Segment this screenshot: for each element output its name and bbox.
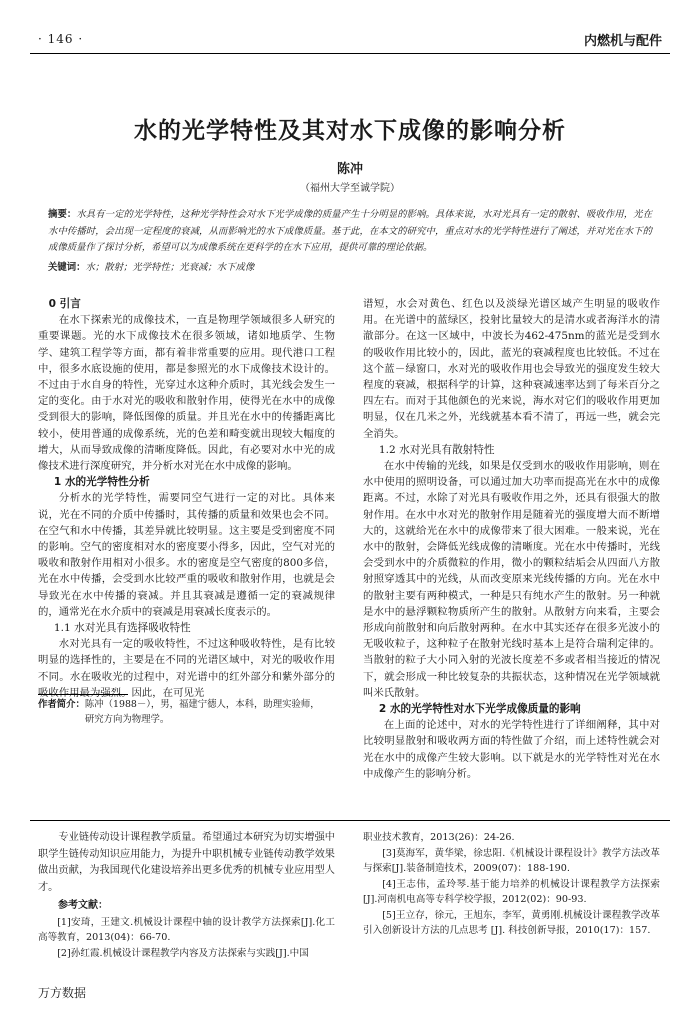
body-column-left [38,296,335,701]
prev-article-left [38,830,335,961]
keywords [48,259,652,273]
journal-name: 内燃机与配件 [583,34,662,49]
reference-item: 职业技术教育，2013(26)：24-26. [363,832,515,843]
footnote-label: 作者简介： [38,699,85,710]
author-affiliation: （福州大学至诚学院） [300,183,400,194]
keywords-label: 关键词： [48,262,86,273]
header-rule [30,53,670,54]
section-heading: 1.2 水对光具有散射特性 [378,443,495,456]
abstract-text: 水具有一定的光学特性，这种光学特性会对水下光学成像的质量产生十分明显的影响。具体来说，水对光具有一定的散射、吸收作用，光在水中传播时，会出现一定程度的衰减，从而影响光的水下成像质量。基于此，在本文的研究中，重点对水的光学特性进行了阐述，并对光在水下的成像质量作了探讨分析，希望可以为成像系统在更科学的在水下应用，提供可靠的理论依据。 [48,209,652,253]
reference-item: [1]安琦，王建文.机械设计课程中轴的设计教学方法探索[J].化工高等教育，2013(04)：66-70. [38,916,335,943]
body-paragraph: 在上面的论述中，对水的光学特性进行了详细阐释，其中对比较明显散射和吸收两方面的特性做了介绍，而上述特性就会对光在水中的成像产生较大影响。以下就是水的光学特性对光在水中成像产生的影响分析。 [363,719,660,780]
article-title: 水的光学特性及其对水下成像的影响分析 [134,118,566,144]
abstract-label: 摘要： [48,209,77,220]
footnote-rule [38,694,128,695]
abstract [48,207,652,257]
prev-article-right [363,830,660,939]
section-heading: 1 水的光学特性分析 [53,476,150,489]
database-watermark: 万方数据 [38,986,87,1000]
body-paragraph: 谱短，水会对黄色、红色以及淡绿光谱区域产生明显的吸收作用。在光谱中的蓝绿区，投射比量较大的是清水或者海洋水的清澈部分。在这一区域中，中波长为462-475nm的蓝光是受到水的吸收作用比较小的，因此，蓝光的衰减程度也比较低。不过在这个蓝－绿窗口，水对光的吸收作用也会导致光的强度发生较大程度的衰减，根据科学的计算，这种衰减速率达到了每米百分之四左右。而对于其他颜色的光来说，海水对它们的吸收作用更加明显，仅在几米之外，光线就基本看不清了，再远一些，就会完全消失。 [363,298,660,440]
body-paragraph: 在水下探索光的成像技术，一直是物理学领域很多人研究的重要课题。光的水下成像技术在很多领域，诸如地质学、生物学、建筑工程学等方面，都有着非常重要的应用。现代港口工程中，很多水底设施的使用，都是参照光的水下成像技术设计的。不过由于水自身的特性，光穿过水这种介质时，其光线会发生一定的变化。由于水对光的吸收和散射作用，使得光在水中的成像受到很大的影响，降低图像的质量。并且光在水中的传播距离比较小，使用普通的成像系统，光的色差和畸变就出现较大幅度的增大，从而导致成像的清晰度降低。因此，有必要对水中光的成像技术进行深度研究，并分析水对光在水中成像的影响。 [38,314,335,473]
reference-item: [5]王立存，徐元，王旭东，李军，黄勇刚.机械设计课程教学改革引入创新设计方法的几点思考 [J]. 科技创新导报，2010(17)：157. [363,909,660,936]
section-heading: 0 引言 [48,298,81,310]
footnote-text: 陈冲（1988－），男，福建宁德人，本科，助理实验师，研究方向为物理学。 [84,699,320,725]
article-author: 陈冲 [336,162,363,177]
references-title: 参考文献： [58,900,108,911]
reference-item: [2]孙红霞.机械设计课程教学内容及方法探索与实践[J].中国 [57,947,309,959]
page-number: · 146 · [38,32,84,46]
section-heading: 2 水的光学特性对水下光学成像质量的影响 [378,703,581,716]
section-heading: 1.1 水对光具有选择吸收特性 [53,622,191,635]
prev-article-paragraph: 专业链传动设计课程教学质量。希望通过本研究为切实增强中职学生链传动知识应用能力，为提升中职机械专业链传动教学效果做出贡献，为我国现代化建设培养出更多优秀的机械专业应用型人才。 [38,832,335,893]
reference-item: [4]王志伟，孟玲琴.基于能力培养的机械设计课程教学方法探索[J].河南机电高等专科学校学报，2012(02)：90-93. [363,878,660,905]
author-footnote [38,697,338,727]
body-paragraph: 水对光具有一定的吸收特性，不过这种吸收特性，是有比较明显的选择性的，主要是在不同的光谱区域中，对光的吸收作用不同。水在吸收光的过程中，对光谱中的红外部分和紫外部分的吸收作用最为强烈。因此，在可见光 [38,638,335,699]
body-column-right [363,296,660,782]
reference-item: [3]莫海军，黄华梁，徐忠阳.《机械设计课程设计》教学方法改革与探索[J].装备制造技术，2009(07)：188-190. [363,847,660,874]
section-separator [30,820,670,821]
body-paragraph: 分析水的光学特性，需要同空气进行一定的对比。具体来说，光在不同的介质中传播时，其传播的质量和效果也会不同。在空气和水中传播，其差异就比较明显。这主要是受到密度不同的影响。空气的密度相对水的密度要小得多，因此，空气对光的吸收和散射作用相对小很多。水的密度是空气密度的800多倍，光在水中传播，会受到水比较严重的吸收和散射作用，也就是会导致光在水中传播的衰减。并且其衰减是遵循一定的衰减规律的，通常光在水介质中的衰减是用衰减长度表示的。 [38,492,335,618]
body-paragraph: 在水中传输的光线，如果是仅受到水的吸收作用影响，则在水中使用的照明设备，可以通过加大功率而提高光在水中的成像距离。不过，水除了对光具有吸收作用之外，还具有很强大的散射作用。在水中水对光的散射作用是随着光的强度增大而不断增大的，这就给光在水中的成像带来了很大困难。一般来说，光在水中的散射，会降低光线成像的清晰度。光在水中传播时，光线会受到水中的介质微粒的作用，微小的颗粒结垢会从四面八方散射照穿透其中的光线，从而改变原来光线传播的方向。光在水中的散射主要有两种模式，一种是只有纯水产生的散射。另一种就是水中的悬浮颗粒物质所产生的散射。从散射方向来看，主要会形成向前散射和向后散射两种。在水中其实还存在很多光波小的无吸收粒子，这种粒子在散射光线时基本上是符合瑞利定律的。当散射的粒子大小同入射的光波长度差不多或者相当接近的情况下，就会形成一种比较复杂的共振状态，这种情况在光学领域就叫米氏散射。 [363,460,660,699]
keywords-text: 水；散射；光学特性；光衰减；水下成像 [85,262,255,273]
